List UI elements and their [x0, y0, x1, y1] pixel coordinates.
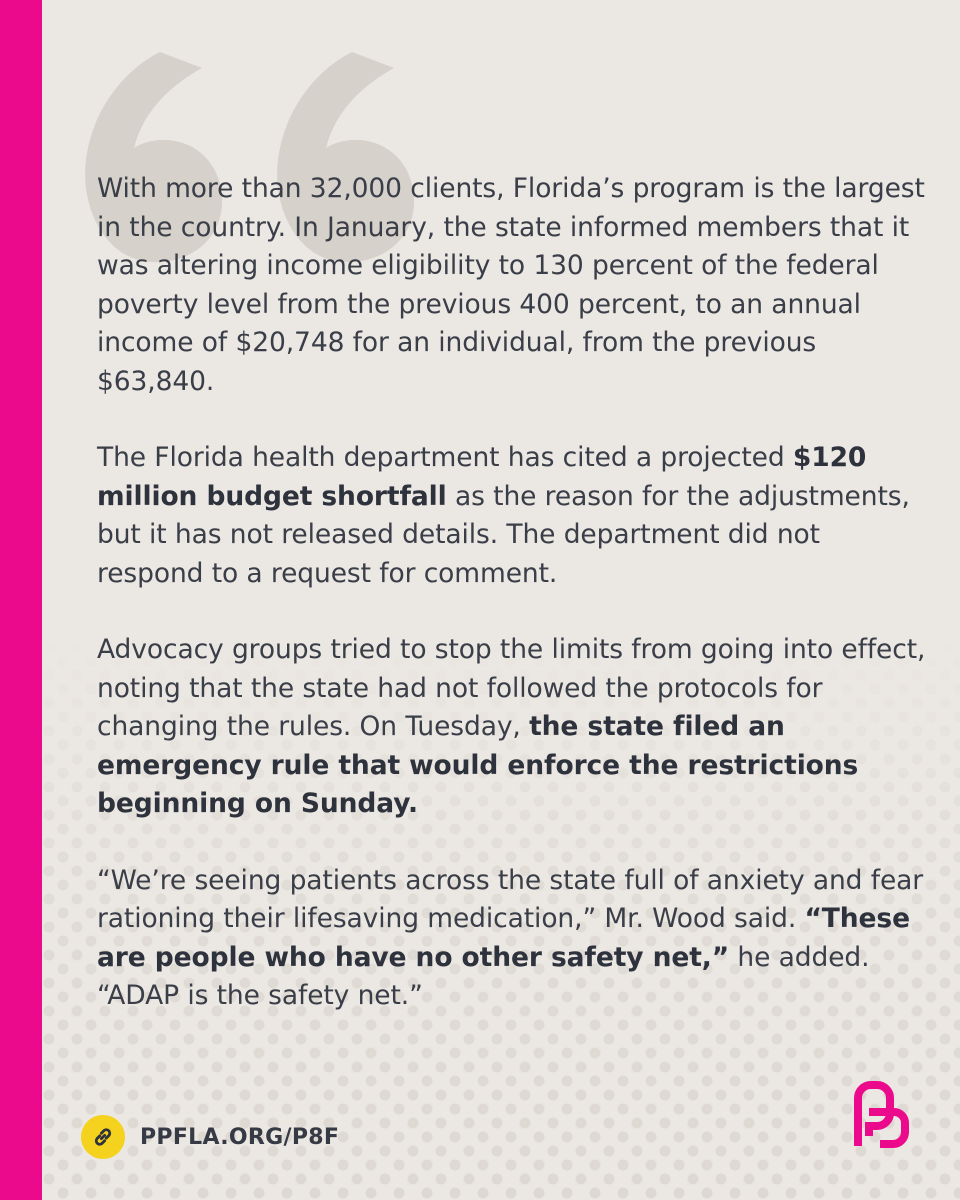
highlight-text: $120 million budget shortfall	[97, 442, 867, 512]
highlight-text: the state filed an emergency rule that would enforce the restrictions beginning on Sunday.	[97, 711, 859, 819]
paragraph-4: “We’re seeing patients across the state full of anxiety and fear rationing their lifesaving medication,” Mr. Wood said. “These are people who have no other safety net,” he added. “ADAP is the safety net.”	[97, 864, 924, 1011]
accent-stripe	[0, 0, 42, 1200]
link-url[interactable]: PPFLA.ORG/P8F	[140, 1124, 340, 1150]
planned-parenthood-logo	[852, 1080, 910, 1150]
article-text	[97, 170, 927, 1054]
footer-link[interactable]	[81, 1114, 339, 1160]
paragraph-1: With more than 32,000 clients, Florida’s program is the largest in the country. In January, the state informed members that it was altering income eligibility to 130 percent of the federal poverty level from the previous 400 percent, to an annual income of $20,748 for an individual, from the previous $63,840.	[97, 173, 925, 397]
paragraph-2: The Florida health department has cited a projected $120 million budget shortfall as the reason for the adjustments, but it has not released details. The department did not respond to a request for comment.	[97, 442, 910, 589]
highlight-text: “These are people who have no other safety net,”	[97, 903, 910, 973]
link-chain-icon[interactable]	[81, 1115, 125, 1159]
paragraph-3: Advocacy groups tried to stop the limits from going into effect, noting that the state had not followed the protocols for changing the rules. On Tuesday, the state filed an emergency rule that would enforce the restrictions beginning on Sunday.	[97, 634, 926, 819]
